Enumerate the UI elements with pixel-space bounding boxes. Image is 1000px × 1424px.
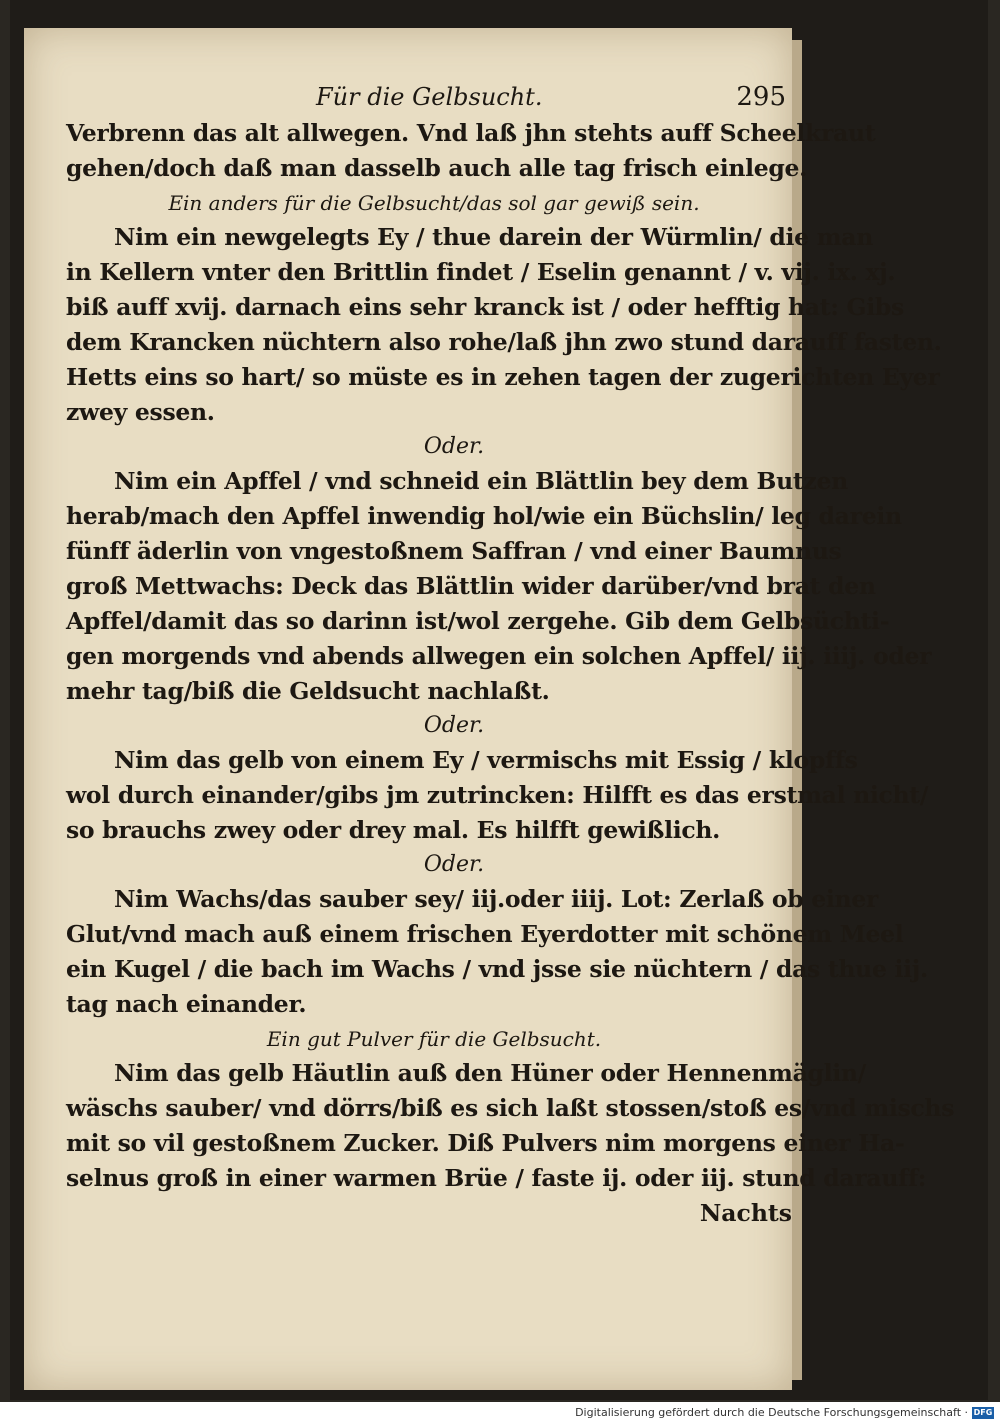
catchword: Nachts bbox=[699, 1199, 792, 1227]
text-line: herab/mach den Apffel inwendig hol/wie ein Büchslin/ leg darein bbox=[66, 502, 902, 530]
text-line: so brauchs zwey oder drey mal. Es hilfft gewißlich. bbox=[66, 816, 721, 844]
text-line: mehr tag/biß die Geldsucht nachlaßt. bbox=[66, 677, 550, 705]
text-line: Glut/vnd mach auß einem frischen Eyerdotter mit schönem Meel bbox=[66, 920, 904, 948]
scan-background bbox=[10, 0, 988, 1400]
text-line: wäschs sauber/ vnd dörrs/biß es sich laßt stossen/stoß es/vnd mischs bbox=[66, 1094, 955, 1122]
page-text bbox=[66, 82, 955, 1231]
funding-notice: Digitalisierung gefördert durch die Deutsche Forschungsgemeinschaft · bbox=[575, 1406, 968, 1419]
text-line: Nim ein newgelegts Ey / thue darein der Würmlin/ die man bbox=[114, 223, 873, 251]
oder-label: Oder. bbox=[423, 713, 485, 738]
text-line: biß auff xvij. darnach eins sehr kranck ist / oder hefftig hat: Gibs bbox=[66, 293, 904, 321]
oder-label: Oder. bbox=[423, 852, 485, 877]
text-line: dem Krancken nüchtern also rohe/laß jhn zwo stund darauff fasten. bbox=[66, 328, 942, 356]
running-head bbox=[66, 82, 802, 116]
text-line: gehen/doch daß man dasselb auch alle tag frisch einlege. bbox=[66, 154, 808, 182]
section-heading: Ein anders für die Gelbsucht/das sol gar gewiß sein. bbox=[168, 191, 700, 215]
section-heading: Ein gut Pulver für die Gelbsucht. bbox=[266, 1027, 602, 1051]
text-line: gen morgends vnd abends allwegen ein solchen Apffel/ iij. iiij. oder bbox=[66, 642, 932, 670]
text-line: Nim Wachs/das sauber sey/ iij.oder iiij. Lot: Zerlaß ob einer bbox=[114, 885, 879, 913]
text-line: ein Kugel / die bach im Wachs / vnd jsse sie nüchtern / das thue iij. bbox=[66, 955, 928, 983]
text-line: Nim das gelb von einem Ey / vermischs mit Essig / klopffs bbox=[114, 746, 858, 774]
text-line: Nim ein Apffel / vnd schneid ein Blättlin bey dem Butzen bbox=[114, 467, 848, 495]
text-line: mit so vil gestoßnem Zucker. Diß Pulvers nim morgens einer Ha- bbox=[66, 1129, 905, 1157]
text-line: zwey essen. bbox=[66, 398, 215, 426]
oder-label: Oder. bbox=[423, 434, 485, 459]
text-line: wol durch einander/gibs jm zutrincken: Hilfft es das erstmal nicht/ bbox=[66, 781, 929, 809]
dfg-logo-icon: DFG bbox=[973, 1408, 993, 1417]
text-line: Verbrenn das alt allwegen. Vnd laß jhn stehts auff Scheelkraut bbox=[66, 119, 876, 147]
footer-bar bbox=[0, 1402, 1000, 1424]
text-line: groß Mettwachs: Deck das Blättlin wider darüber/vnd brat den bbox=[66, 572, 876, 600]
text-line: Hetts eins so hart/ so müste es in zehen tagen der zugerichten Eyer bbox=[66, 363, 940, 391]
text-line: selnus groß in einer warmen Brüe / faste ij. oder iij. stund darauff: bbox=[66, 1164, 927, 1192]
running-title: Für die Gelbsucht. bbox=[316, 83, 543, 111]
text-line: Apffel/damit das so darinn ist/wol zergehe. Gib dem Gelbsüchti- bbox=[66, 607, 890, 635]
text-line: tag nach einander. bbox=[66, 990, 307, 1018]
text-line: Nim das gelb Häutlin auß den Hüner oder Hennenmäglin/ bbox=[114, 1059, 866, 1087]
page-number: 295 bbox=[736, 82, 786, 112]
text-line: in Kellern vnter den Brittlin findet / Eselin genannt / v. vij. ix. xj. bbox=[66, 258, 896, 286]
text-line: fünff äderlin von vngestoßnem Saffran / vnd einer Baumnus bbox=[66, 537, 842, 565]
